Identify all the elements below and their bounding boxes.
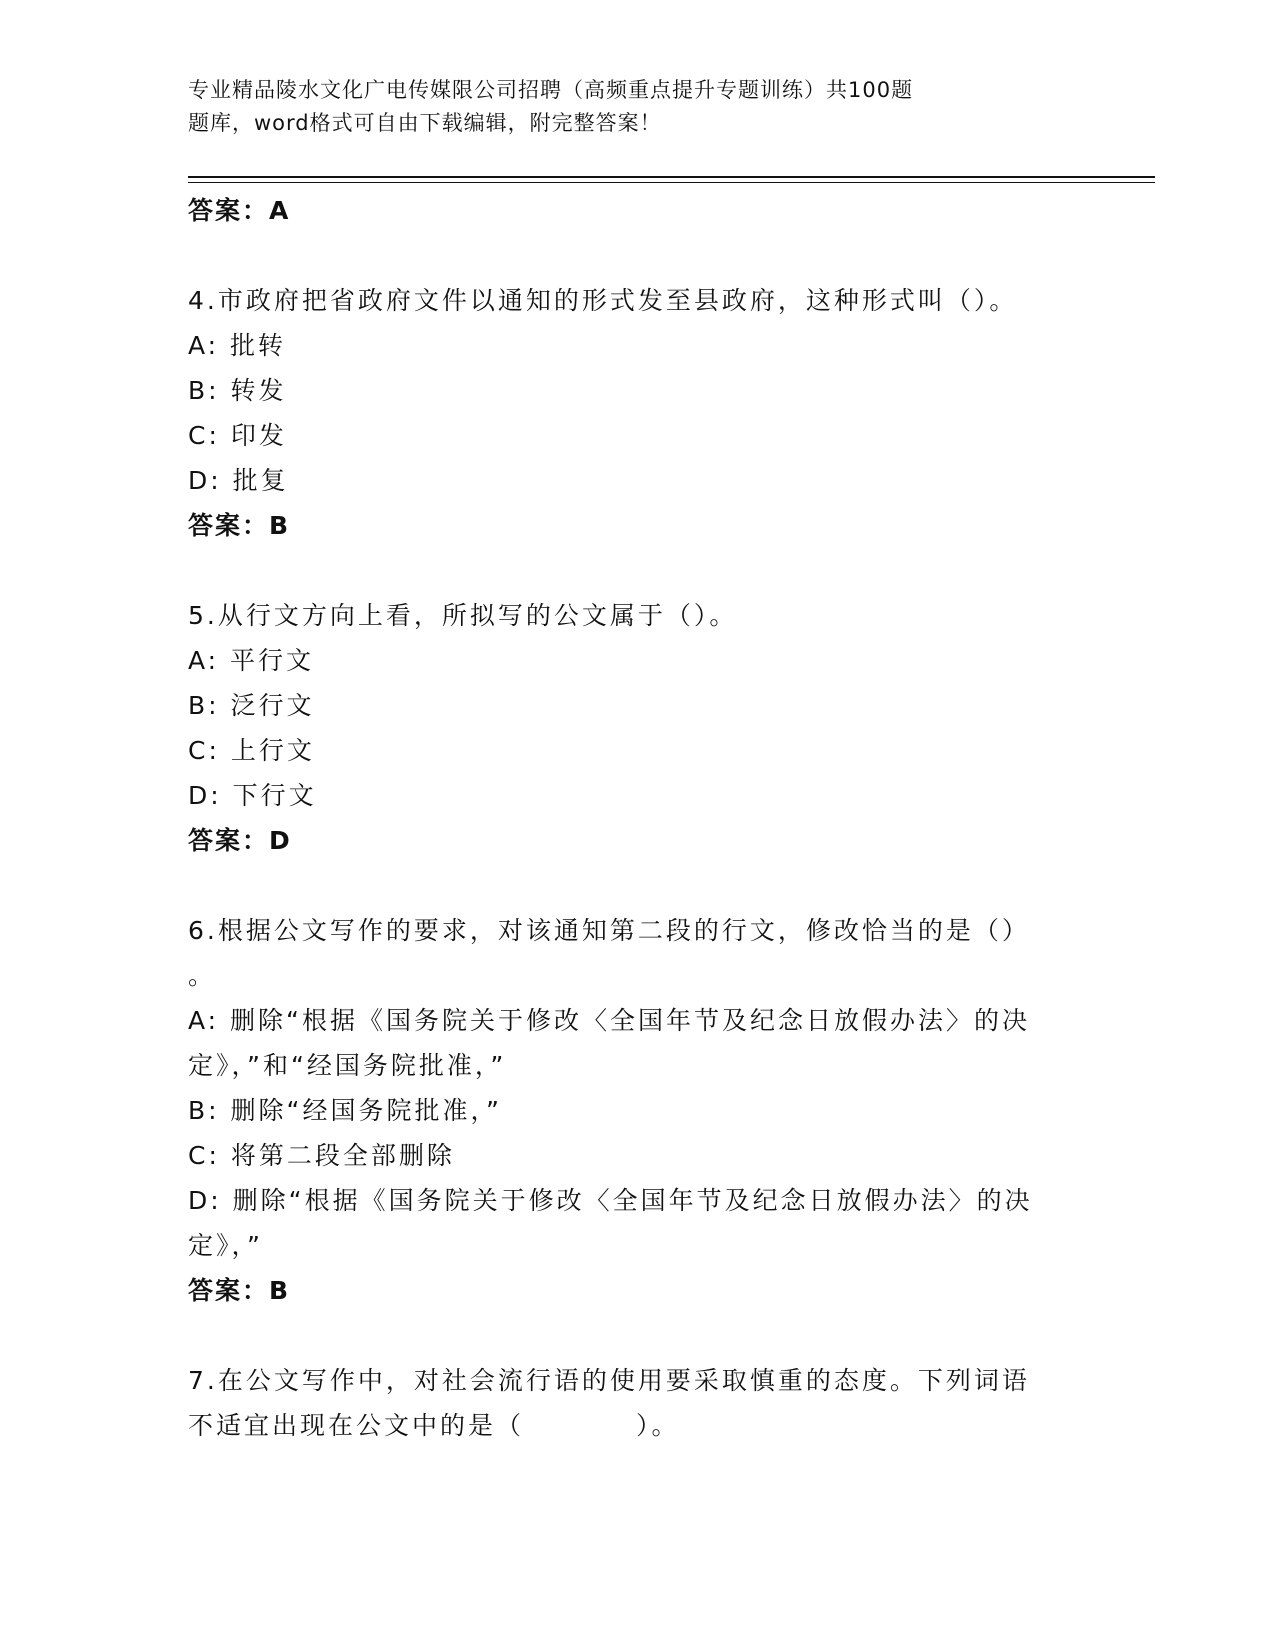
answer: 答案：D bbox=[188, 826, 292, 855]
option-d-continued: 定》，” bbox=[188, 1231, 263, 1260]
spacer bbox=[188, 863, 1088, 908]
question-stem-continued: 。 bbox=[188, 961, 217, 990]
option-b: B: 转发 bbox=[188, 376, 287, 405]
question-stem: 5.从行文方向上看，所拟写的公文属于（）。 bbox=[188, 601, 738, 630]
answer: 答案：B bbox=[188, 511, 291, 540]
option-a: A: 批转 bbox=[188, 331, 287, 360]
spacer bbox=[188, 233, 1088, 278]
question-7 bbox=[188, 1358, 1088, 1448]
option-a-continued: 定》，”和“经国务院批准，” bbox=[188, 1051, 507, 1080]
question-5 bbox=[188, 593, 1088, 863]
option-a: A: 平行文 bbox=[188, 646, 315, 675]
question-stem: 6.根据公文写作的要求，对该通知第二段的行文，修改恰当的是（） bbox=[188, 916, 1030, 945]
header-title-line-2: 题库，word格式可自由下载编辑，附完整答案！ bbox=[188, 111, 662, 135]
option-d: D: 删除“根据《国务院关于修改〈全国年节及纪念日放假办法〉的决 bbox=[188, 1186, 1033, 1215]
option-d: D: 批复 bbox=[188, 466, 289, 495]
document-header bbox=[188, 74, 1018, 140]
question-6 bbox=[188, 908, 1088, 1313]
header-title-line-1: 专业精品陵水文化广电传媒限公司招聘（高频重点提升专题训练）共100题 bbox=[188, 78, 914, 102]
answer: 答案：B bbox=[188, 1276, 291, 1305]
question-stem: 4.市政府把省政府文件以通知的形式发至县政府，这种形式叫（）。 bbox=[188, 286, 1018, 315]
option-b: B: 泛行文 bbox=[188, 691, 315, 720]
header-divider-thick bbox=[188, 176, 1155, 178]
option-b: B: 删除“经国务院批准，” bbox=[188, 1096, 502, 1125]
option-d: D: 下行文 bbox=[188, 781, 317, 810]
question-stem-continued: 不适宜出现在公文中的是（ ）。 bbox=[188, 1411, 680, 1440]
question-content bbox=[188, 188, 1088, 1448]
spacer bbox=[188, 1313, 1088, 1358]
question-stem: 7.在公文写作中，对社会流行语的使用要采取慎重的态度。下列词语 bbox=[188, 1366, 1030, 1395]
spacer bbox=[188, 548, 1088, 593]
header-divider-thin bbox=[188, 182, 1155, 183]
option-a: A: 删除“根据《国务院关于修改〈全国年节及纪念日放假办法〉的决 bbox=[188, 1006, 1030, 1035]
option-c: C: 上行文 bbox=[188, 736, 315, 765]
answer-q3: 答案：A bbox=[188, 196, 291, 225]
option-c: C: 将第二段全部删除 bbox=[188, 1141, 455, 1170]
question-4 bbox=[188, 278, 1088, 548]
option-c: C: 印发 bbox=[188, 421, 287, 450]
